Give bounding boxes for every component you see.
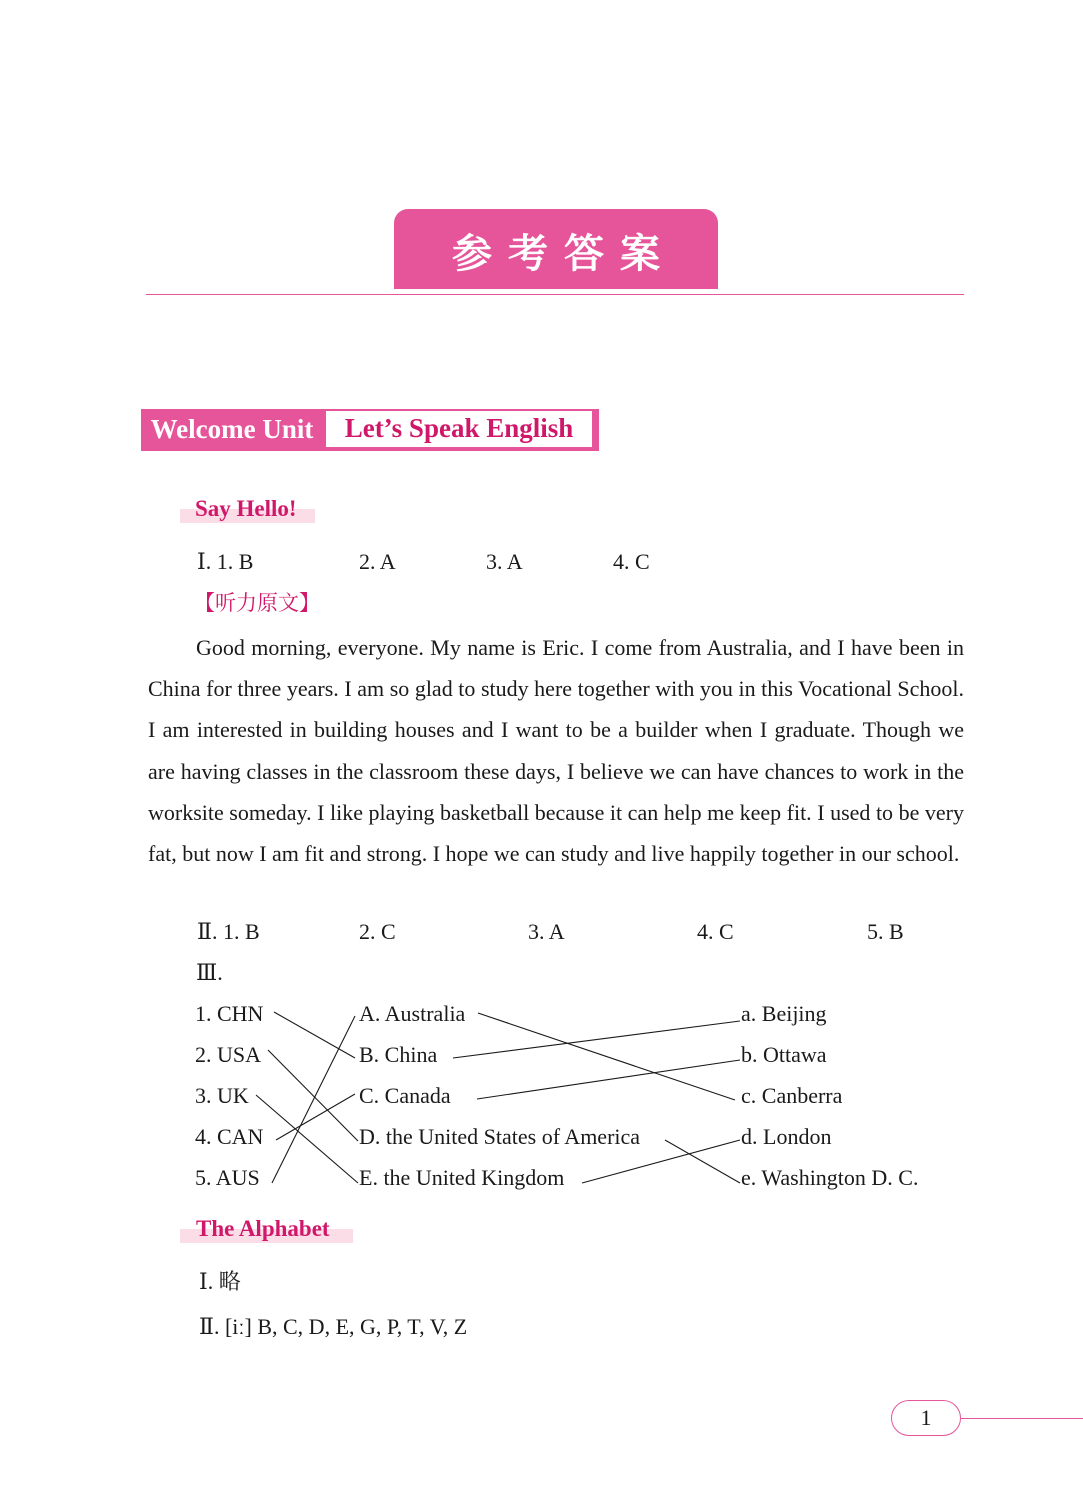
match-code: 2. USA xyxy=(195,1042,262,1067)
match-capital: d. London xyxy=(741,1124,832,1149)
match-line xyxy=(477,1060,740,1099)
page-title-banner: 参考答案 xyxy=(394,209,718,289)
answer-i-1: Ⅰ. 1. B xyxy=(197,549,254,574)
question-iii-label: Ⅲ. xyxy=(196,960,223,985)
match-line xyxy=(274,1012,355,1058)
answer-ii-4: 4. C xyxy=(697,919,734,944)
match-capital: c. Canberra xyxy=(741,1083,843,1108)
section-heading-alphabet: The Alphabet xyxy=(196,1216,330,1241)
page-number-rule xyxy=(961,1418,1083,1419)
page-number: 1 xyxy=(891,1400,961,1436)
match-country: B. China xyxy=(359,1042,438,1067)
answer-ii-5: 5. B xyxy=(867,919,904,944)
answer-ii-2: 2. C xyxy=(359,919,396,944)
match-line xyxy=(276,1094,355,1140)
alphabet-answer-ii: Ⅱ. [iː] B, C, D, E, G, P, T, V, Z xyxy=(199,1314,468,1339)
match-code: 5. AUS xyxy=(195,1165,260,1190)
answer-i-4: 4. C xyxy=(613,549,650,574)
match-line xyxy=(256,1095,358,1183)
listening-script-label: 【听力原文】 xyxy=(194,591,320,615)
match-country: A. Australia xyxy=(359,1001,466,1026)
match-line xyxy=(453,1021,740,1058)
match-capital: a. Beijing xyxy=(741,1001,827,1026)
match-capital: e. Washington D. C. xyxy=(741,1165,919,1190)
match-country: C. Canada xyxy=(359,1083,451,1108)
match-capital: b. Ottawa xyxy=(741,1042,827,1067)
match-country: D. the United States of America xyxy=(359,1124,641,1149)
match-line xyxy=(478,1013,735,1100)
answer-ii-3: 3. A xyxy=(528,919,565,944)
match-code: 3. UK xyxy=(195,1083,249,1108)
answer-i-3: 3. A xyxy=(486,549,523,574)
title-divider xyxy=(146,294,964,295)
alphabet-answer-i: Ⅰ. 略 xyxy=(199,1269,241,1294)
listening-script-text: Good morning, everyone. My name is Eric. I come from Australia, and I have been in China for three years. I am so glad to study here together with you in this Vocational School. I am interested in building houses and I want to be a builder when I graduate. Though we are having classes in the classroom these days, I believe we can have chances to work in the worksite someday. I like playing basketball because it can help me keep fit. I used to be very fat, but now I am fit and strong. I hope we can study and live happily together in our school. xyxy=(148,635,964,867)
match-line xyxy=(665,1140,740,1183)
unit-title: Let’s Speak English xyxy=(326,411,596,447)
answer-ii-1: Ⅱ. 1. B xyxy=(197,919,260,944)
unit-name: Welcome Unit xyxy=(150,414,314,444)
match-code: 1. CHN xyxy=(195,1001,264,1026)
match-line xyxy=(272,1016,355,1183)
answer-i-2: 2. A xyxy=(359,549,396,574)
match-code: 4. CAN xyxy=(195,1124,264,1149)
match-line xyxy=(268,1050,358,1141)
match-country: E. the United Kingdom xyxy=(359,1165,565,1190)
section-heading-say-hello: Say Hello! xyxy=(195,496,297,521)
